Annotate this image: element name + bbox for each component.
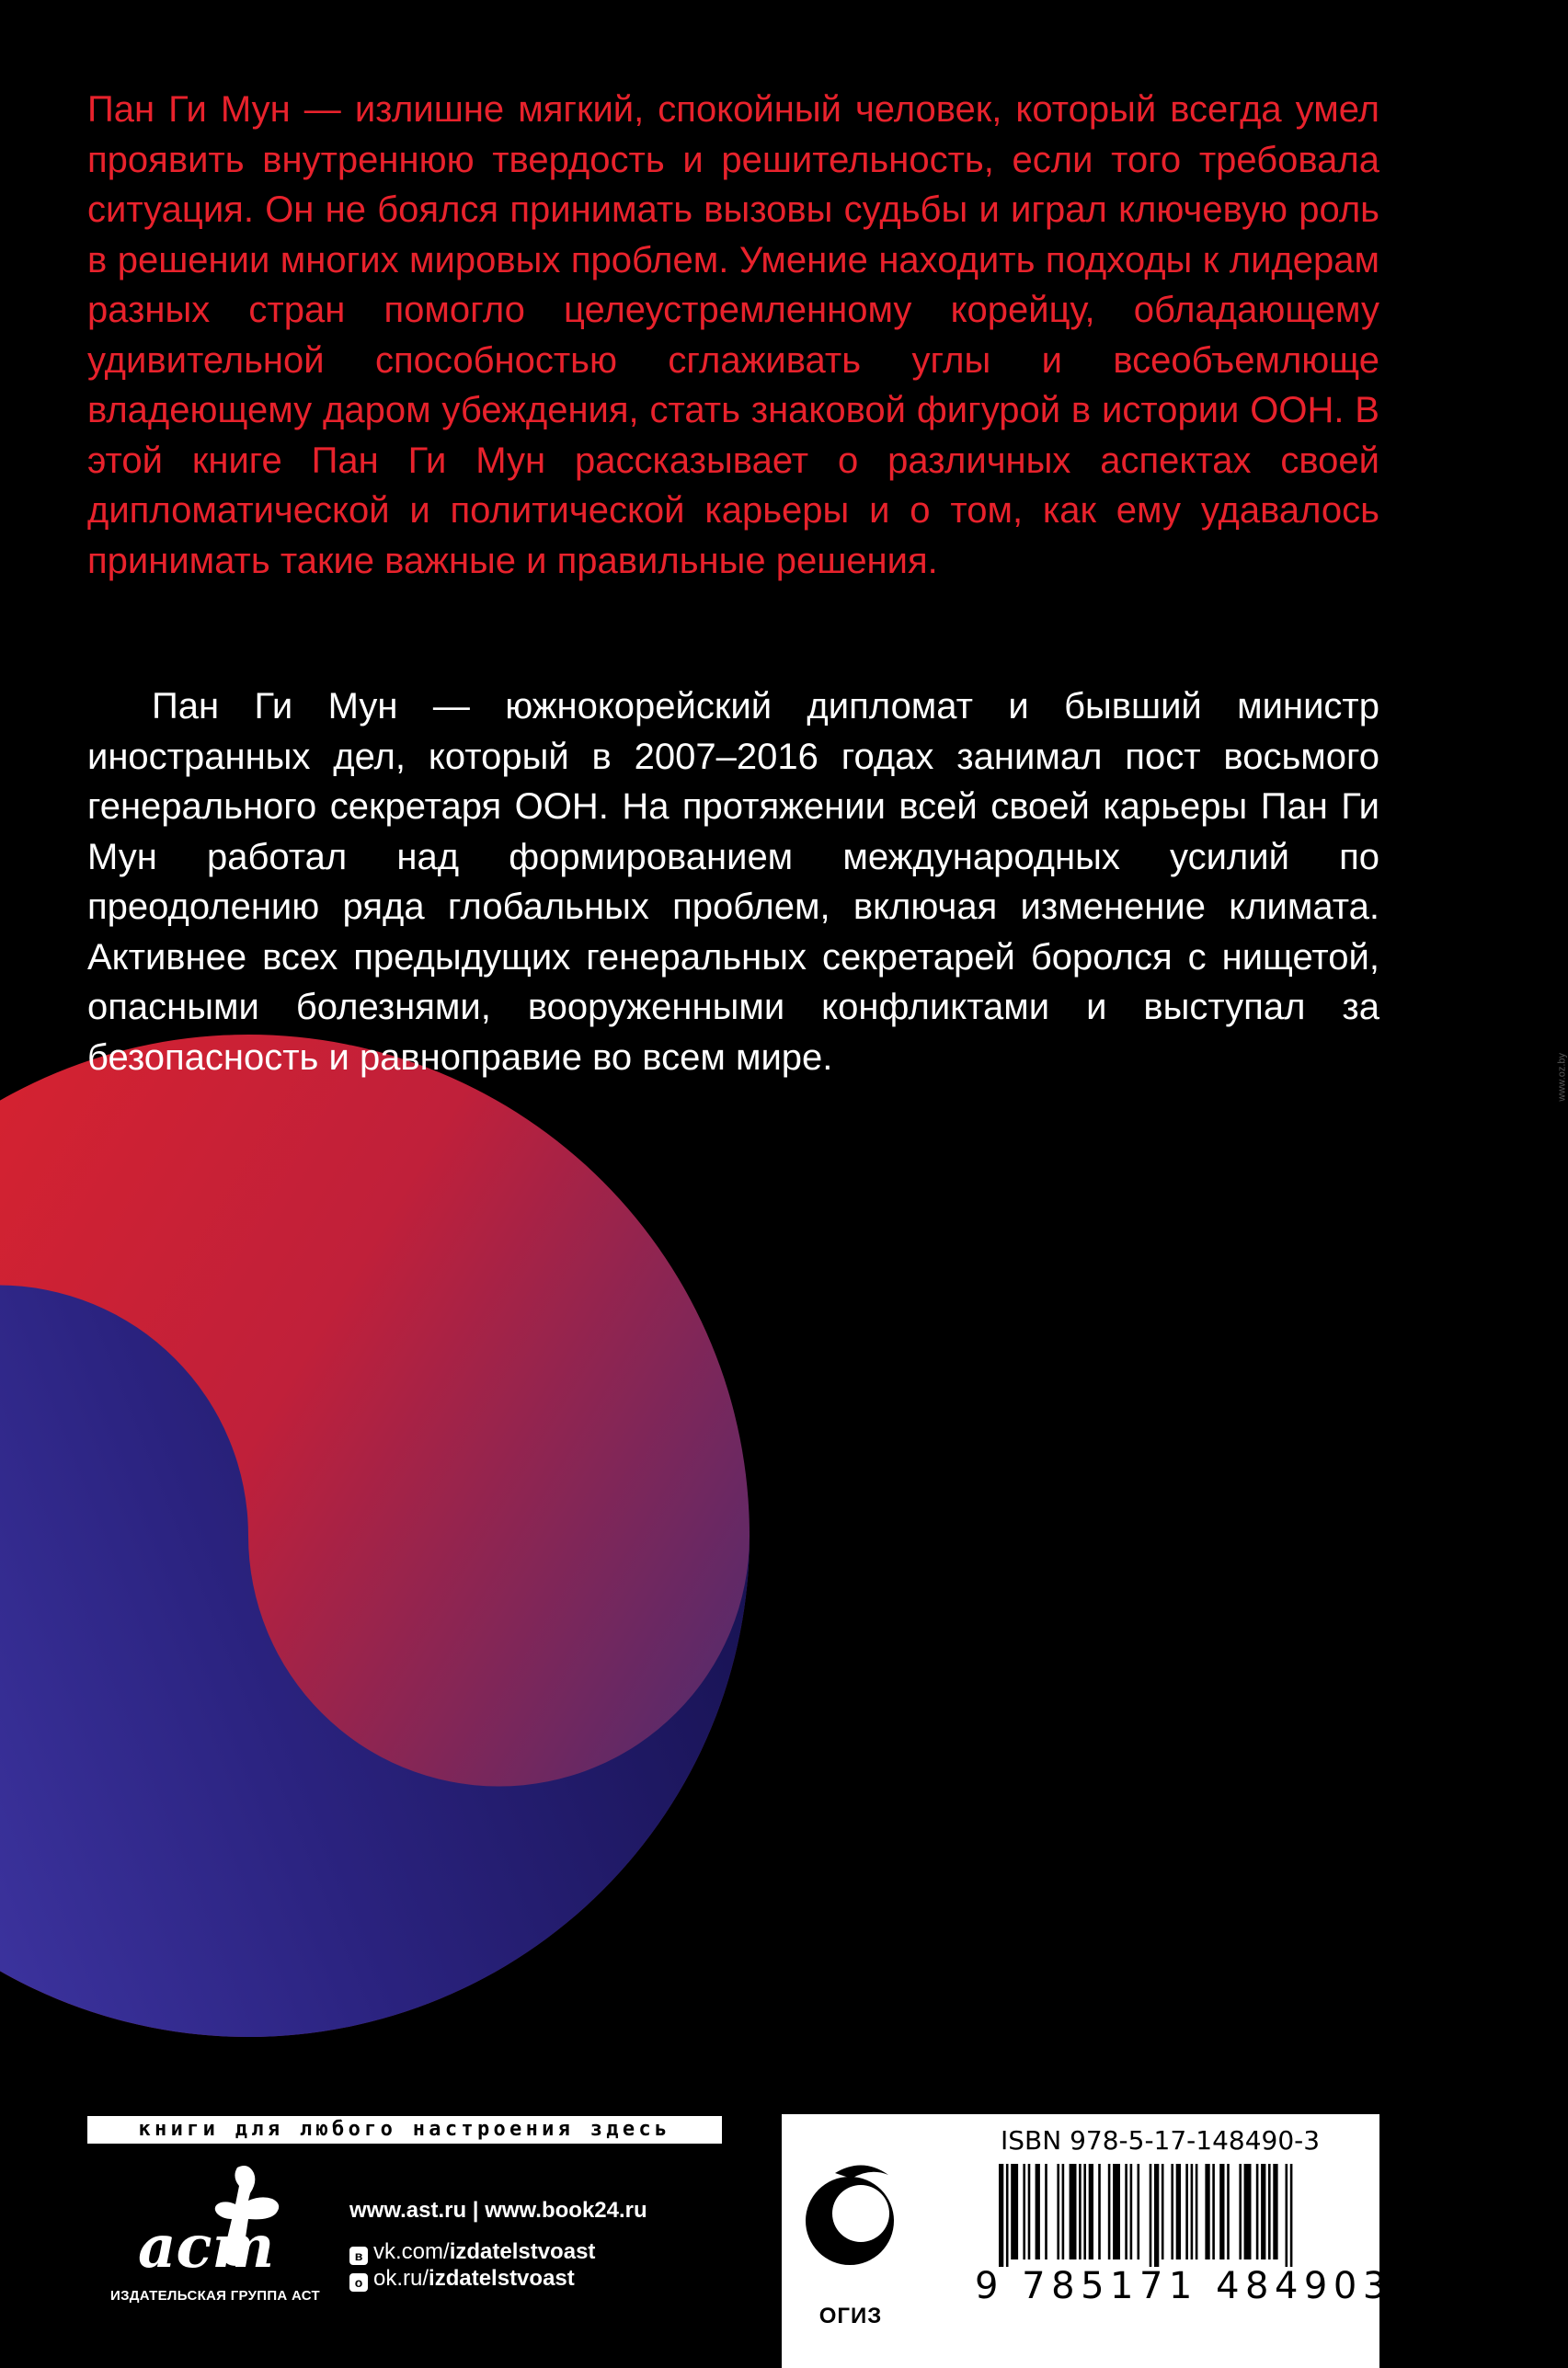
author-bio: Пан Ги Мун — южнокорейский дипломат и бывший министр иностранных дел, который в 2007–2016 годах занимал пост восьмого генерального секретаря ООН. На протяжении всей своей карьеры Пан Ги Мун работал над формированием международных усилий по преодолению ряда глобальных проблем, включая изменение климата. Активнее всех предыдущих генеральных секретарей боролся с нищетой, опасными болезнями, вооруженными конфликтами и выступал за безопасность и равноправие во всем мире. bbox=[87, 686, 1379, 1078]
barcode-bar bbox=[1162, 2164, 1164, 2259]
barcode-bar bbox=[1191, 2164, 1194, 2259]
ast-logo-text: аст bbox=[138, 2213, 275, 2282]
barcode-bar bbox=[1011, 2164, 1018, 2259]
barcode-bar bbox=[1045, 2164, 1047, 2259]
barcode-bar bbox=[1062, 2164, 1065, 2259]
barcode-bar bbox=[1244, 2164, 1252, 2259]
barcode-bar bbox=[1023, 2164, 1025, 2259]
ok-handle: izdatelstvoast bbox=[429, 2266, 575, 2291]
barcode-bar bbox=[1098, 2164, 1101, 2259]
barcode-bar bbox=[1239, 2164, 1242, 2259]
watermark: www.oz.by bbox=[1557, 1053, 1568, 1102]
barcode-bar bbox=[1108, 2164, 1111, 2259]
vk-link[interactable] bbox=[349, 2238, 595, 2266]
barcode-bar bbox=[1036, 2164, 1040, 2259]
barcode-bar bbox=[999, 2164, 1003, 2267]
vk-icon: в bbox=[349, 2247, 368, 2265]
barcode-bar bbox=[1273, 2164, 1277, 2259]
barcode-bar bbox=[1079, 2164, 1082, 2259]
barcode-bar bbox=[1286, 2164, 1288, 2267]
barcode-bar bbox=[1028, 2164, 1031, 2259]
barcode-bar bbox=[1227, 2164, 1230, 2259]
ogiz-label: ОГИЗ bbox=[818, 2304, 883, 2328]
barcode-bar bbox=[1150, 2164, 1152, 2267]
barcode-bar bbox=[1113, 2164, 1120, 2259]
barcode-bar bbox=[1185, 2164, 1188, 2259]
barcode-bar bbox=[1083, 2164, 1086, 2259]
barcode-bar bbox=[1125, 2164, 1127, 2259]
barcode-bar bbox=[1089, 2164, 1093, 2259]
barcode-bar bbox=[1219, 2164, 1224, 2259]
vk-handle: izdatelstvoast bbox=[449, 2239, 596, 2264]
barcode-bar bbox=[1006, 2164, 1009, 2267]
isbn-box bbox=[782, 2114, 1392, 2368]
barcode-bar bbox=[1138, 2164, 1140, 2259]
barcode-bar bbox=[1057, 2164, 1059, 2259]
publisher-slogan: книги для любого настроения здесь bbox=[87, 2116, 722, 2144]
barcode-bar bbox=[1176, 2164, 1181, 2259]
isbn-number: ISBN 978-5-17-148490-3 bbox=[1001, 2125, 1321, 2156]
barcode-bar bbox=[1070, 2164, 1077, 2259]
barcode-bar bbox=[1261, 2164, 1265, 2259]
barcode-bar bbox=[1205, 2164, 1209, 2259]
book-annotation: Пан Ги Мун — излишне мягкий, спокойный человек, который всегда умел проявить внутреннюю твердость и решительность, если того требовала ситуация. Он не боялся принимать вызовы судьбы и играл ключевую роль в решении многих мировых проблем. Умение находить подходы к лидерам разных стран помогло целеустремленному корейцу, обладающему удивительной способностью сглаживать углы и всеобъемлюще владеющему даром убеждения, стать знаковой фигурой в истории ООН. В этой книге Пан Ги Мун рассказывает о различных аспектах своей дипломатической и политической карьеры и о том, как ему удавалось принимать такие важные и правильные решения. bbox=[87, 89, 1379, 581]
barcode-bar bbox=[1256, 2164, 1259, 2259]
barcode-bar bbox=[1268, 2164, 1271, 2259]
barcode-bar bbox=[1290, 2164, 1293, 2267]
barcode-digits: 9 785171 484903 bbox=[975, 2265, 1392, 2307]
publisher-websites[interactable]: www.ast.ru | www.book24.ru bbox=[349, 2198, 647, 2223]
vk-prefix: vk.com/ bbox=[373, 2239, 450, 2264]
ast-logo-icon bbox=[129, 2156, 294, 2285]
ok-prefix: ok.ru/ bbox=[373, 2266, 429, 2291]
barcode-bar bbox=[1212, 2164, 1215, 2259]
barcode-bar bbox=[1154, 2164, 1159, 2267]
ok-link[interactable] bbox=[349, 2265, 575, 2293]
barcode-bar bbox=[1196, 2164, 1198, 2259]
barcode-bar bbox=[1130, 2164, 1133, 2259]
barcode-bar bbox=[1171, 2164, 1173, 2259]
publisher-name: ИЗДАТЕЛЬСКАЯ ГРУППА АСТ bbox=[110, 2288, 321, 2304]
ogiz-logo-icon bbox=[798, 2136, 909, 2302]
barcode bbox=[999, 2164, 1367, 2267]
odnoklassniki-icon: о bbox=[349, 2273, 368, 2292]
